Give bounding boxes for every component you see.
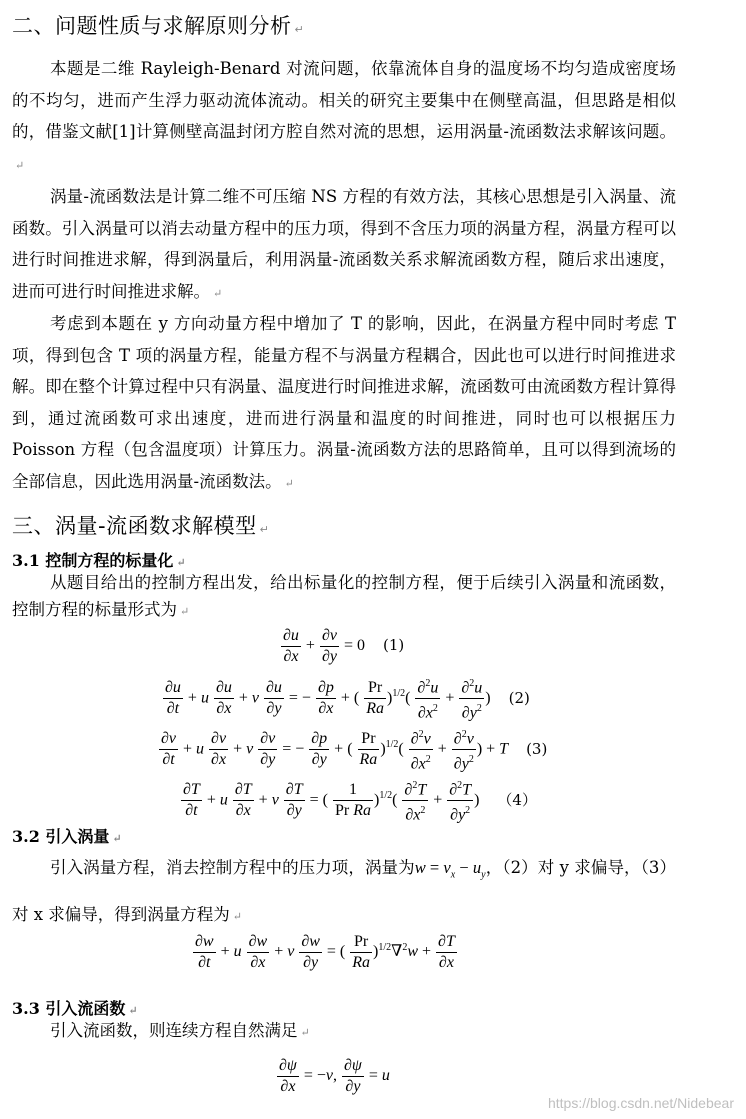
equation-continuity: $\frac{\partial u}{\partial x}$ + $\frac{\partial v}{\partial y}$ = 0 (1) — [283, 627, 405, 665]
subsection-3-2-text: 引入涡量方程，消去控制方程中的压力项，涡量为$w = v_x - u_y$，（2）对 y 求偏导，（3）对 x 求偏导，得到涡量方程为 ↵ — [12, 858, 677, 925]
paragraph-1: 本题是二维 Rayleigh-Benard 对流问题，依靠流体自身的温度场不均匀造成密度场的不均匀，进而产生浮力驱动流体流动。相关的研究主要集中在侧壁高温，但思路是相似的，借鉴文献[1]计算侧壁高温封闭方腔自然对流的思想，运用涡量-流函数法求解该问题。↵ — [12, 59, 676, 172]
subsection-3-2-heading: 3.2 引入涡量 ↵ — [12, 827, 122, 846]
equation-label-1: (1) — [382, 636, 405, 655]
equation-stream-function: $\frac{\partial\psi}{\partial x}$ = −v, $\frac{\partial\psi}{\partial y}$ = u — [279, 1057, 390, 1095]
equation-vorticity: $\frac{\partial w}{\partial t}$ + u $\frac{\partial w}{\partial x}$ + v $\frac{\partial w}{\partial y}$ = ( $\frac{Pr}{Ra}$ )$^{1/2}$∇$^2$w + $\frac{\partial T}{\partial x}$ — [195, 933, 455, 971]
equation-y-momentum: $\frac{\partial v}{\partial t}$ + u $\frac{\partial v}{\partial x}$ + v $\frac{\partial v}{\partial y}$ = − $\frac{\partial p}{\partial y}$ + ( $\frac{Pr}{Ra}$ )$^{1/2}$( $\frac{\partial^2v}{\partial x^2}$ + $\frac{\partial^2v}{\partial y^2}$ ) + T (3) — [158, 725, 547, 775]
subsection-3-3-text: 引入流函数，则连续方程自然满足 ↵ — [50, 1021, 310, 1040]
paragraph-2: 涡量-流函数法是计算二维不可压缩 NS 方程的有效方法，其核心思想是引入涡量、流函数。引入涡量可以消去动量方程中的压力项，得到不含压力项的涡量方程，涡量方程可以进行时间推进求解，得到涡量后，利用涡量-流函数关系求解流函数方程，随后求出速度，进而可进行时间推进求解。 ↵ — [12, 187, 676, 301]
equation-label-2: (2) — [508, 688, 530, 707]
equation-label-3: (3) — [526, 739, 548, 758]
section2-heading: 二、问题性质与求解原则分析 ↵ — [12, 14, 305, 38]
paragraph-3: 考虑到本题在 y 方向动量方程中增加了 T 的影响，因此，在涡量方程中同时考虑 T 项，得到包含 T 项的涡量方程，能量方程不与涡量方程耦合，因此也可以进行时间推进求解。即在整个计算过程中只有涡量、温度进行时间推进求解，流函数可由流函数方程计算得到，通过流函数可求出速度，进而进行涡量和温度的时间推进，同时也可以根据压力 Poisson 方程（包含温度项）计算压力。涡量-流函数方法的思路简单，且可以得到流场的全部信息，因此选用涡量-流函数法。 ↵ — [12, 314, 676, 491]
equation-x-momentum: $\frac{\partial u}{\partial t}$ + u $\frac{\partial u}{\partial x}$ + v $\frac{\partial u}{\partial y}$ = − $\frac{\partial p}{\partial x}$ + ( $\frac{Pr}{Ra}$ )$^{1/2}$( $\frac{\partial^2u}{\partial x^2}$ + $\frac{\partial^2u}{\partial y^2}$ ) (2) — [162, 674, 530, 724]
watermark: https://blog.csdn.net/Nidebear — [547, 1095, 734, 1111]
subsection-3-1-heading: 3.1 控制方程的标量化 ↵ — [12, 551, 186, 570]
subsection-3-3-heading: 3.3 引入流函数 ↵ — [12, 999, 138, 1018]
equation-energy: $\frac{\partial T}{\partial t}$ + u $\frac{\partial T}{\partial x}$ + v $\frac{\partial T}{\partial y}$ = ( $\frac{1}{\text{Pr Ra}}$ )$^{1/2}$( $\frac{\partial^2T}{\partial x^2}$ + $\frac{\partial^2T}{\partial y^2}$ ) （4） — [180, 776, 537, 826]
section3-heading: 三、涡量-流函数求解模型 ↵ — [12, 514, 270, 538]
equation-label-4: （4） — [497, 790, 537, 809]
subsection-3-1-text: 从题目给出的控制方程出发，给出标量化的控制方程，便于后续引入涡量和流函数，控制方程的标量形式为 ↵ — [12, 573, 676, 619]
